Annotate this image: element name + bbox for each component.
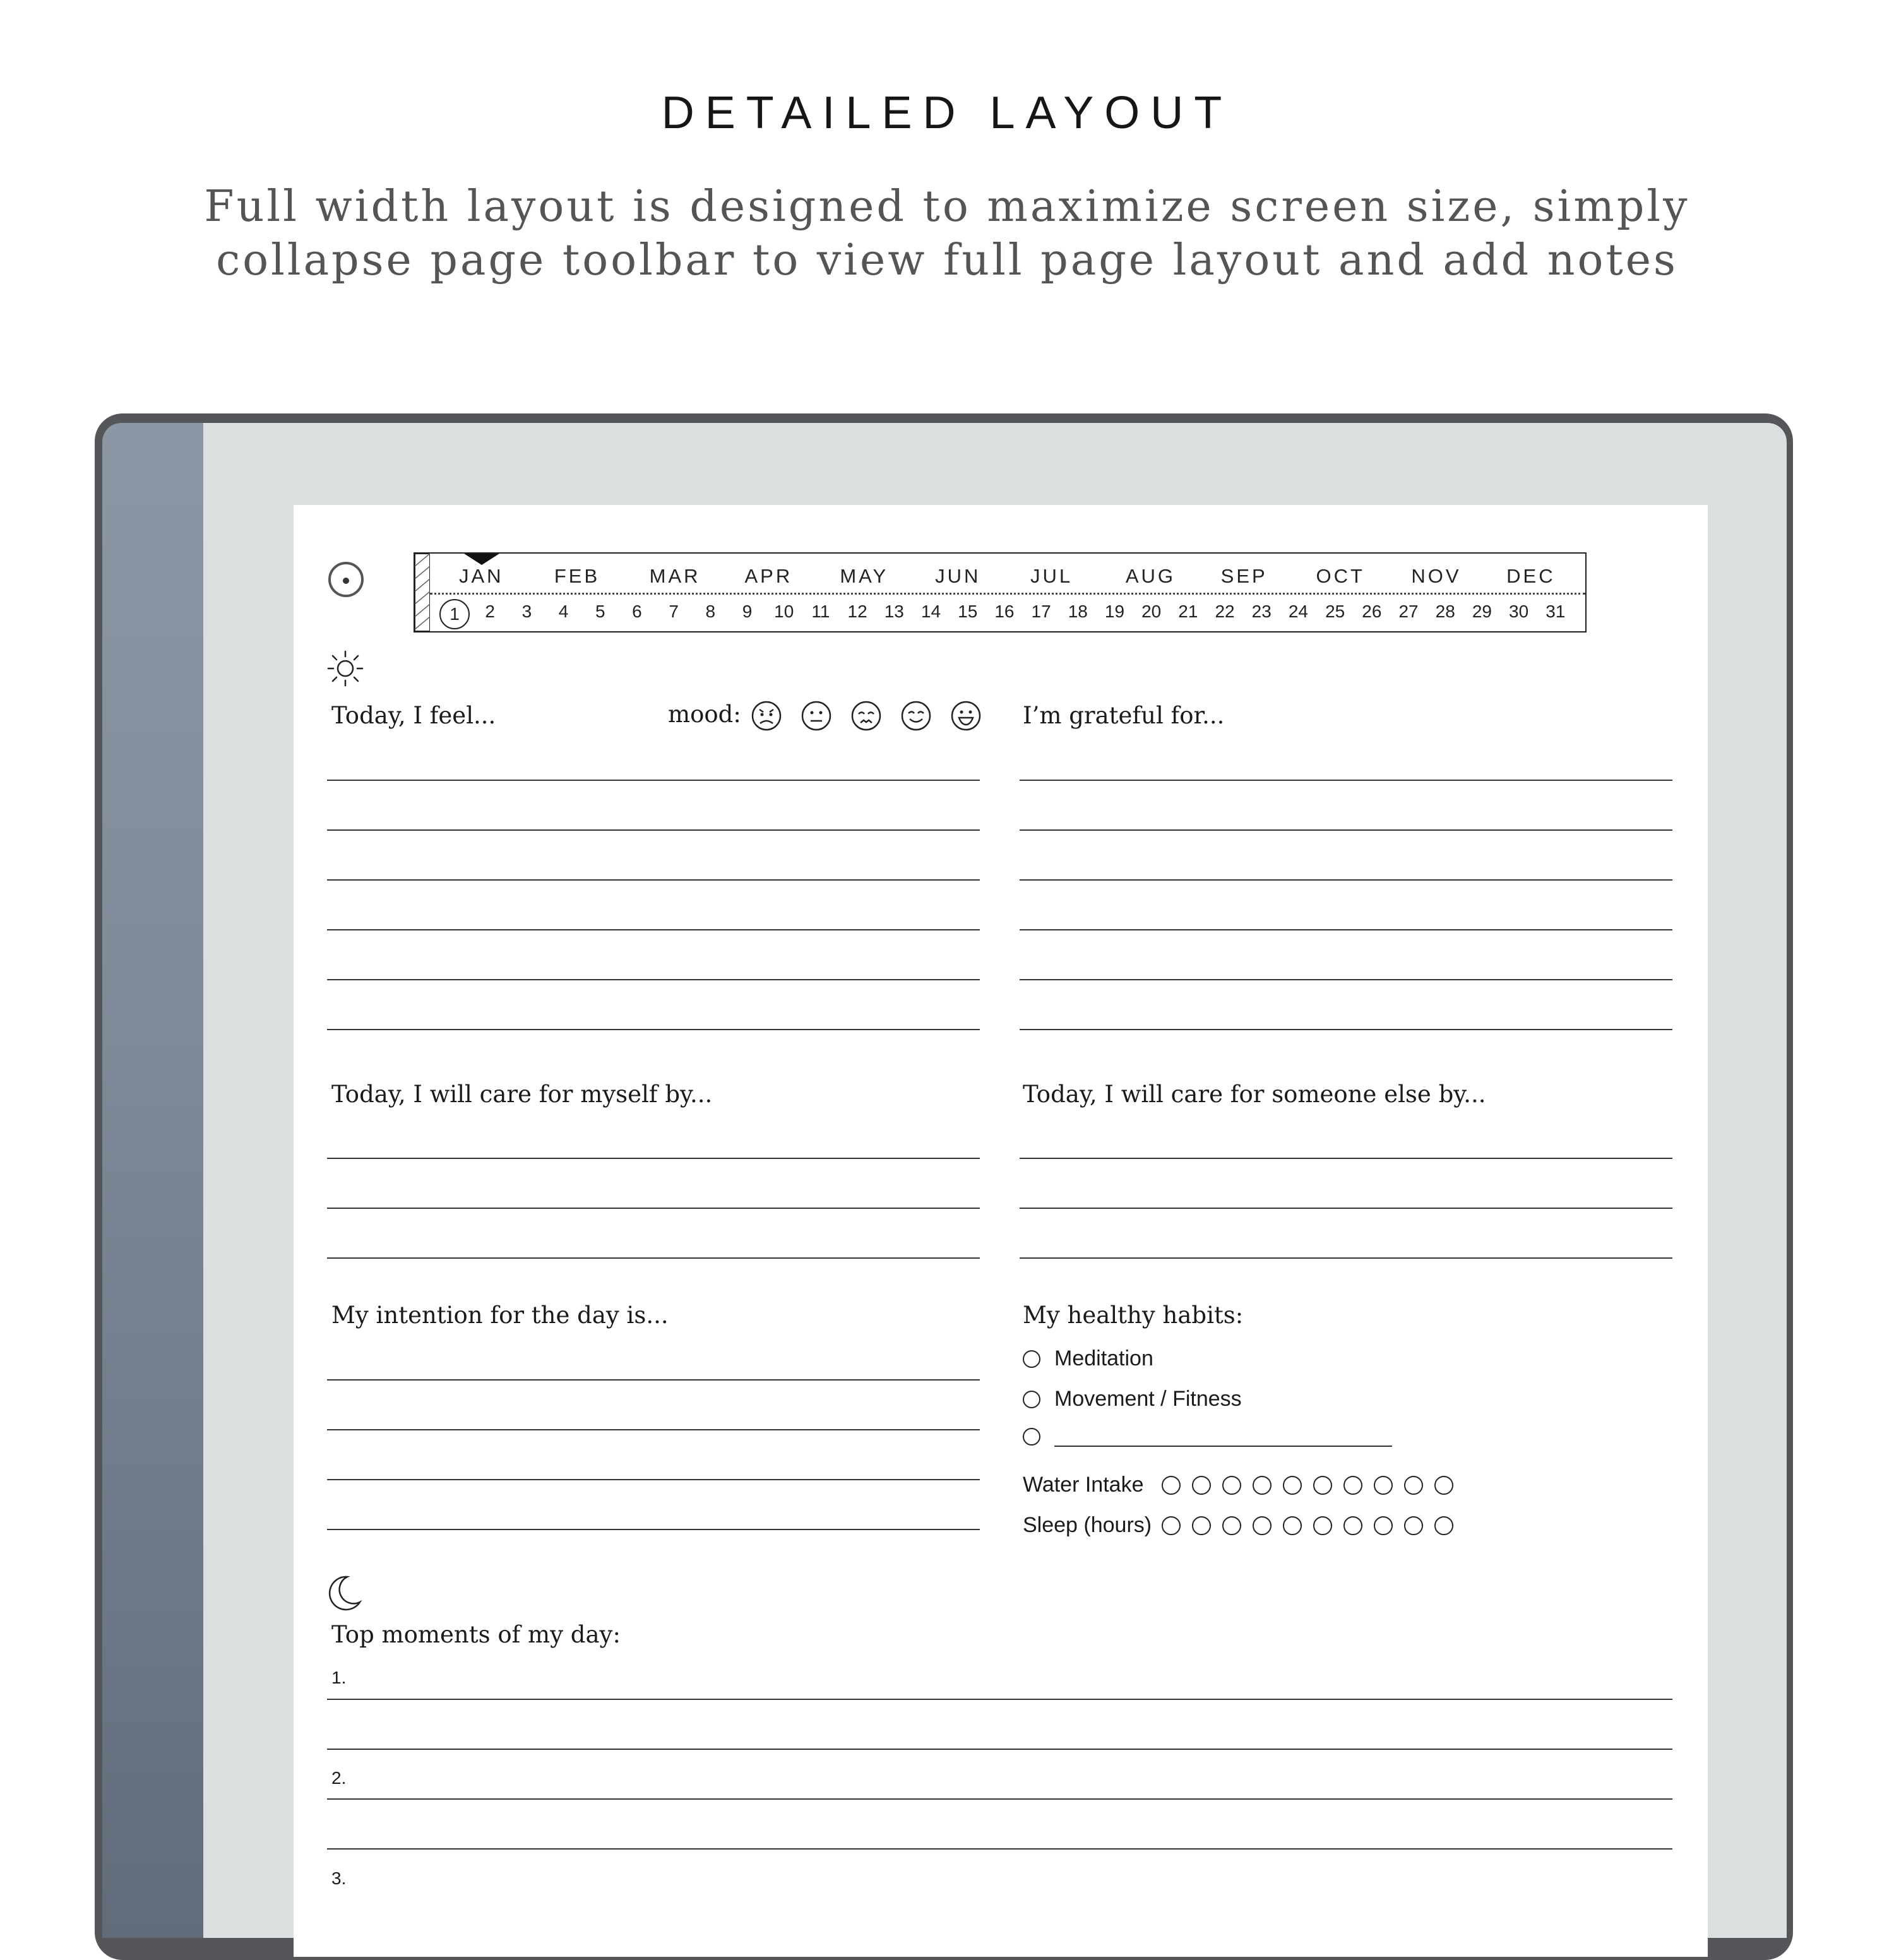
date-timeline	[414, 552, 1587, 633]
habit-checkbox[interactable]	[1023, 1391, 1040, 1408]
happy-face-icon[interactable]	[950, 699, 982, 732]
day-24[interactable]: 24	[1288, 602, 1309, 621]
water-circle[interactable]	[1313, 1476, 1332, 1495]
grateful-label: I’m grateful for...	[1023, 702, 1225, 729]
sleep-circle[interactable]	[1313, 1516, 1332, 1535]
habit-checkbox[interactable]	[1023, 1350, 1040, 1368]
day-5[interactable]: 5	[595, 602, 605, 621]
month-tab-jun[interactable]: JUN	[935, 565, 981, 587]
day-7[interactable]: 7	[669, 602, 679, 621]
intention-writing-lines[interactable]	[327, 1331, 980, 1530]
moment-number-1: 1.	[331, 1668, 347, 1687]
sleep-tracker	[1023, 1513, 1465, 1538]
day-28[interactable]: 28	[1435, 602, 1455, 621]
sad-face-icon[interactable]	[850, 699, 883, 732]
subtitle-line-2: collapse page toolbar to view full page layout and add notes	[216, 235, 1678, 285]
timeline-divider	[430, 593, 1585, 595]
sleep-circle[interactable]	[1343, 1516, 1362, 1535]
sleep-circle[interactable]	[1404, 1516, 1423, 1535]
day-9[interactable]: 9	[742, 602, 753, 621]
day-25[interactable]: 25	[1325, 602, 1345, 621]
day-23[interactable]: 23	[1251, 602, 1272, 621]
sleep-circle[interactable]	[1434, 1516, 1453, 1535]
feel-label: Today, I feel...	[331, 702, 496, 729]
care-self-label: Today, I will care for myself by...	[331, 1081, 713, 1108]
habit-item-meditation[interactable]	[1023, 1346, 1153, 1371]
care-other-label: Today, I will care for someone else by...	[1023, 1081, 1486, 1108]
month-tab-sep[interactable]: SEP	[1220, 565, 1268, 587]
month-tab-apr[interactable]: APR	[744, 565, 793, 587]
tablet-spine	[102, 423, 203, 1938]
day-18[interactable]: 18	[1068, 602, 1088, 621]
sleep-circle[interactable]	[1222, 1516, 1241, 1535]
month-tab-jan[interactable]: JAN	[459, 565, 504, 587]
moments-label: Top moments of my day:	[331, 1621, 621, 1648]
sun-icon	[326, 649, 365, 688]
day-17[interactable]: 17	[1031, 602, 1051, 621]
sleep-circle[interactable]	[1192, 1516, 1211, 1535]
water-circle[interactable]	[1253, 1476, 1272, 1495]
day-29[interactable]: 29	[1472, 602, 1492, 621]
sleep-circle[interactable]	[1283, 1516, 1302, 1535]
day-10[interactable]: 10	[774, 602, 794, 621]
water-circle[interactable]	[1192, 1476, 1211, 1495]
day-21[interactable]: 21	[1178, 602, 1198, 621]
content-face-icon[interactable]	[900, 699, 932, 732]
habit-item-custom[interactable]	[1023, 1427, 1392, 1447]
moment-number-3: 3.	[331, 1868, 347, 1888]
habit-item-movement[interactable]	[1023, 1387, 1242, 1411]
day-4[interactable]: 4	[558, 602, 569, 621]
sleep-circle[interactable]	[1162, 1516, 1181, 1535]
water-intake-label: Water Intake	[1023, 1473, 1144, 1497]
day-31[interactable]: 31	[1546, 602, 1566, 621]
day-1[interactable]: 1	[439, 599, 470, 629]
moment-number-2: 2.	[331, 1768, 347, 1788]
water-circle[interactable]	[1343, 1476, 1362, 1495]
month-tab-may[interactable]: MAY	[840, 565, 889, 587]
water-circle[interactable]	[1374, 1476, 1393, 1495]
day-2[interactable]: 2	[485, 602, 495, 621]
intention-label: My intention for the day is...	[331, 1302, 669, 1329]
day-11[interactable]: 11	[811, 602, 830, 621]
page-headline: DETAILED LAYOUT	[661, 88, 1233, 138]
day-27[interactable]: 27	[1398, 602, 1419, 621]
day-6[interactable]: 6	[632, 602, 642, 621]
month-tab-dec[interactable]: DEC	[1506, 565, 1556, 587]
angry-face-icon[interactable]	[750, 699, 783, 732]
month-tab-mar[interactable]: MAR	[649, 565, 701, 587]
day-20[interactable]: 20	[1141, 602, 1162, 621]
day-26[interactable]: 26	[1362, 602, 1382, 621]
month-tab-jul[interactable]: JUL	[1030, 565, 1073, 587]
water-circle[interactable]	[1434, 1476, 1453, 1495]
month-tab-aug[interactable]: AUG	[1125, 565, 1176, 587]
sleep-circle[interactable]	[1374, 1516, 1393, 1535]
feel-writing-lines[interactable]	[327, 731, 980, 1030]
water-intake-tracker	[1023, 1473, 1465, 1497]
water-circle[interactable]	[1404, 1476, 1423, 1495]
selected-month-marker	[464, 554, 499, 565]
neutral-face-icon[interactable]	[800, 699, 833, 732]
day-15[interactable]: 15	[958, 602, 978, 621]
timeline-hatch	[415, 554, 430, 631]
day-22[interactable]: 22	[1215, 602, 1235, 621]
habits-label: My healthy habits:	[1023, 1302, 1244, 1329]
target-icon[interactable]	[327, 561, 365, 598]
habit-label-meditation: Meditation	[1054, 1346, 1153, 1370]
water-circle[interactable]	[1283, 1476, 1302, 1495]
month-tab-feb[interactable]: FEB	[554, 565, 600, 587]
habit-custom-line[interactable]	[1054, 1427, 1392, 1447]
water-circle[interactable]	[1222, 1476, 1241, 1495]
habit-checkbox[interactable]	[1023, 1428, 1040, 1446]
day-19[interactable]: 19	[1104, 602, 1125, 621]
moon-icon	[325, 1573, 364, 1612]
sleep-label: Sleep (hours)	[1023, 1513, 1152, 1537]
care-self-writing-lines[interactable]	[327, 1109, 980, 1259]
mood-selector	[750, 699, 982, 732]
day-3[interactable]: 3	[521, 602, 532, 621]
day-13[interactable]: 13	[884, 602, 904, 621]
day-16[interactable]: 16	[994, 602, 1015, 621]
sleep-circle[interactable]	[1253, 1516, 1272, 1535]
day-12[interactable]: 12	[847, 602, 867, 621]
habit-label-movement: Movement / Fitness	[1054, 1387, 1242, 1411]
subtitle-line-1: Full width layout is designed to maximize screen size, simply	[204, 182, 1690, 232]
month-tab-nov[interactable]: NOV	[1411, 565, 1462, 587]
day-30[interactable]: 30	[1509, 602, 1529, 621]
day-14[interactable]: 14	[920, 602, 941, 621]
month-tab-oct[interactable]: OCT	[1316, 565, 1365, 587]
water-circle[interactable]	[1162, 1476, 1181, 1495]
moments-writing-lines[interactable]	[327, 1650, 1672, 1850]
day-8[interactable]: 8	[705, 602, 716, 621]
mood-label: mood:	[668, 701, 741, 728]
care-other-writing-lines[interactable]	[1020, 1109, 1672, 1259]
grateful-writing-lines[interactable]	[1020, 731, 1672, 1030]
